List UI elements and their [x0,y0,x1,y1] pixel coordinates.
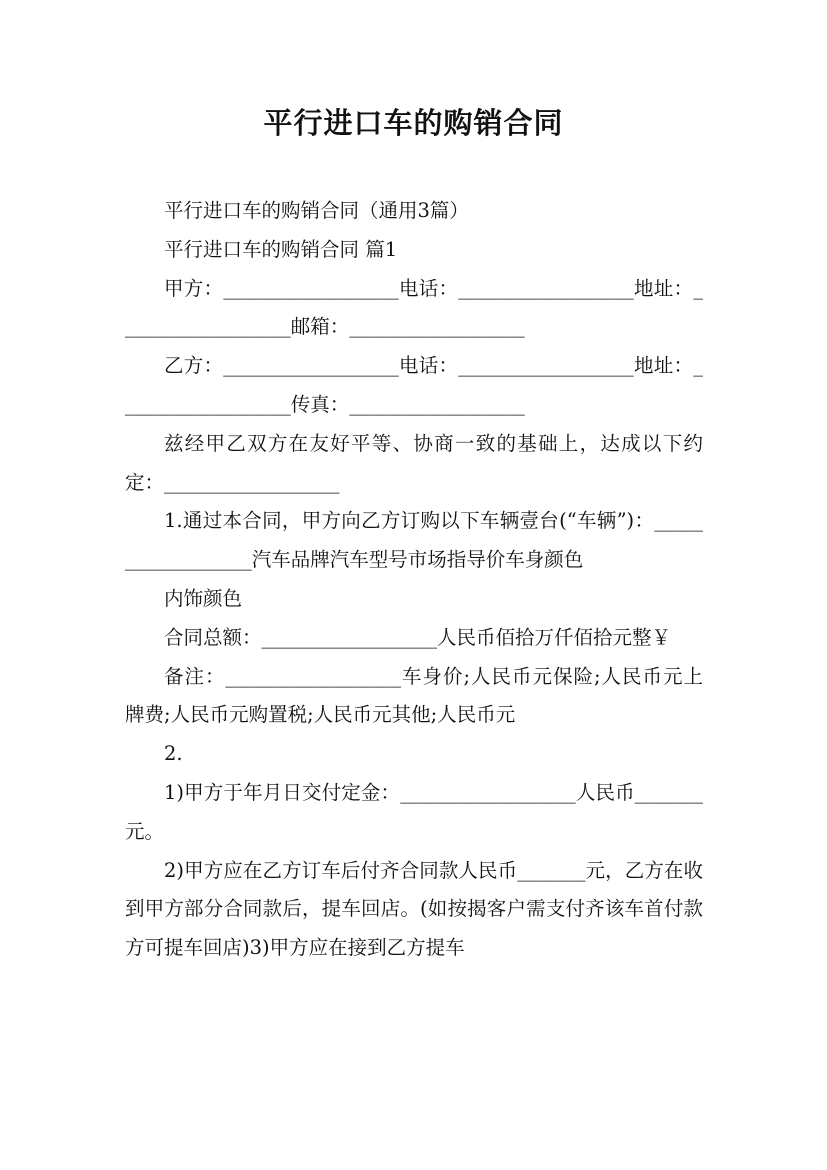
paragraph-interior-color: 内饰颜色 [164,586,243,610]
paragraph-party-a: 甲方：__________________电话：__________________地址：__________________邮箱：__________________ [125,276,703,339]
document-title: 平行进口车的购销合同 [263,106,564,140]
document-body [125,192,703,968]
paragraph-subtitle: 平行进口车的购销合同（通用3篇） [164,199,469,222]
paragraph-remarks: 备注：__________________车身价;人民币元保险;人民币元上牌费;人民币元购置税;人民币元其他;人民币元 [125,664,703,727]
paragraph-party-b: 乙方：__________________电话：__________________地址：__________________传真：__________________ [125,354,703,416]
paragraph-deposit: 1)甲方于年月日交付定金：__________________人民币_______元。 [125,780,703,843]
paragraph-contract-total: 合同总额：__________________人民币佰拾万仟佰拾元整￥ [164,625,672,649]
paragraph-clause-1: 1.通过本合同，甲方向乙方订购以下车辆壹台(“车辆”)：__________________汽车品牌汽车型号市场指导价车身颜色 [125,509,703,572]
paragraph-section-heading: 平行进口车的购销合同 篇1 [164,237,398,261]
paragraph-clause-2: 2. [164,742,183,766]
paragraph-payment: 2)甲方应在乙方订车后付齐合同款人民币_______元，乙方在收到甲方部分合同款后，提车回店。(如按揭客户需支付齐该车首付款方可提车回店)3)甲方应在接到乙方提车 [125,858,703,960]
paragraph-agreement-intro: 兹经甲乙双方在友好平等、协商一致的基础上，达成以下约定：__________________ [125,431,703,494]
